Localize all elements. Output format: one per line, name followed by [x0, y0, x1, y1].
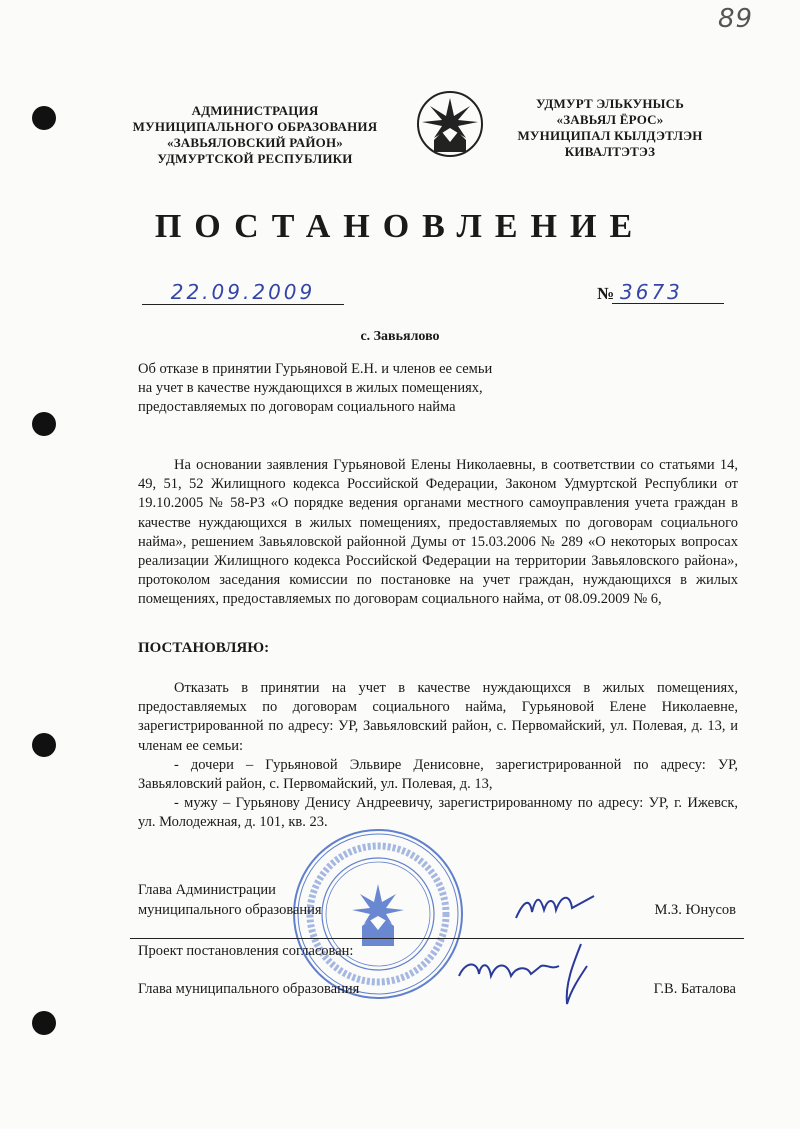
- binder-hole: [32, 733, 56, 757]
- binder-hole: [32, 1011, 56, 1035]
- header-left-org: [110, 103, 400, 167]
- document-subject: [138, 360, 558, 417]
- coat-of-arms-emblem: [410, 88, 490, 160]
- subject-line: предоставляемых по договорам социального найма: [138, 399, 456, 415]
- resolution-paragraph: Отказать в принятии на учет в качестве нуждающихся в жилых помещениях, предоставляемых по договорам социального найма, Гурьяновой Елене Николаевне, зарегистрированной по адресу: УР, Завьяловский район, с. Первомайский, ул. Полевая, д. 13, и членам ее семьи:: [138, 680, 738, 754]
- mayor-signature: [455, 936, 615, 1016]
- binder-hole: [32, 412, 56, 436]
- document-title: ПОСТАНОВЛЕНИЕ: [154, 208, 646, 245]
- binder-hole: [32, 106, 56, 130]
- subject-line: Об отказе в принятии Гурьяновой Е.Н. и членов ее семьи: [138, 361, 493, 377]
- document-date: 22.09.2009: [142, 280, 344, 305]
- place-of-issue: с. Завьялово: [360, 329, 440, 344]
- header-right-org: [500, 96, 720, 160]
- preamble-paragraph: На основании заявления Гурьяновой Елены Николаевны, в соответствии со статьями 14, 49, 51, 52 Жилищного кодекса Российской Федерации, Законом Удмуртской Республики от 19.10.2005 № 58-РЗ «О порядке ведения органами местного самоуправления учета граждан в качестве нуждающихся в жилых помещениях, предоставляемых по договорам социального найма», решением Завьяловской районной Думы от 15.03.2006 № 289 «О некоторых вопросах реализации Жилищного кодекса Российской Федерации на территории Завьяловского района», протоколом заседания комиссии по постановке на учет граждан, нуждающихся в жилых помещениях, предоставляемых по договорам социального найма, от 08.09.2009 № 6,: [138, 457, 738, 608]
- head-signature: [510, 890, 600, 924]
- head-name: М.З. Юнусов: [654, 902, 736, 918]
- mayor-name: Г.В. Баталова: [653, 981, 736, 997]
- header-left-line: «ЗАВЬЯЛОВСКИЙ РАЙОН»: [167, 135, 343, 150]
- header-right-line: «ЗАВЬЯЛ ЁРОС»: [556, 112, 664, 127]
- decree-heading: ПОСТАНОВЛЯЮ:: [138, 640, 270, 656]
- approval-note: Проект постановления согласован:: [138, 943, 354, 959]
- subject-line: на учет в качестве нуждающихся в жилых помещениях,: [138, 380, 483, 396]
- header-right-line: МУНИЦИПАЛ КЫЛДЭТЛЭН: [517, 128, 703, 143]
- family-member-husband: - мужу – Гурьянову Денису Андреевичу, зарегистрированному по адресу: УР, г. Ижевск, ул. Молодежная, д. 101, кв. 23.: [138, 795, 738, 831]
- signer-title-line: муниципального образования: [138, 902, 322, 918]
- head-of-administration-title: [138, 880, 322, 920]
- document-number: 3673: [612, 280, 724, 304]
- mayor-title: Глава муниципального образования: [138, 981, 360, 997]
- signer-title-line: Глава Администрации: [138, 882, 276, 898]
- header-right-line: КИВАЛТЭТЭЗ: [564, 144, 656, 159]
- family-member-daughter: - дочери – Гурьяновой Эльвире Денисовне, зарегистрированной по адресу: УР, Завьяловский район, с. Первомайский, ул. Полевая, д. 13,: [138, 757, 738, 793]
- header-left-line: УДМУРТСКОЙ РЕСПУБЛИКИ: [157, 151, 353, 166]
- number-label: №: [597, 284, 615, 303]
- header-left-line: АДМИНИСТРАЦИЯ: [191, 103, 319, 118]
- header-left-line: МУНИЦИПАЛЬНОГО ОБРАЗОВАНИЯ: [132, 119, 378, 134]
- page-number: 89: [718, 4, 754, 34]
- signature-divider: [130, 938, 744, 939]
- header-right-line: УДМУРТ ЭЛЬКУНЫСЬ: [535, 96, 685, 111]
